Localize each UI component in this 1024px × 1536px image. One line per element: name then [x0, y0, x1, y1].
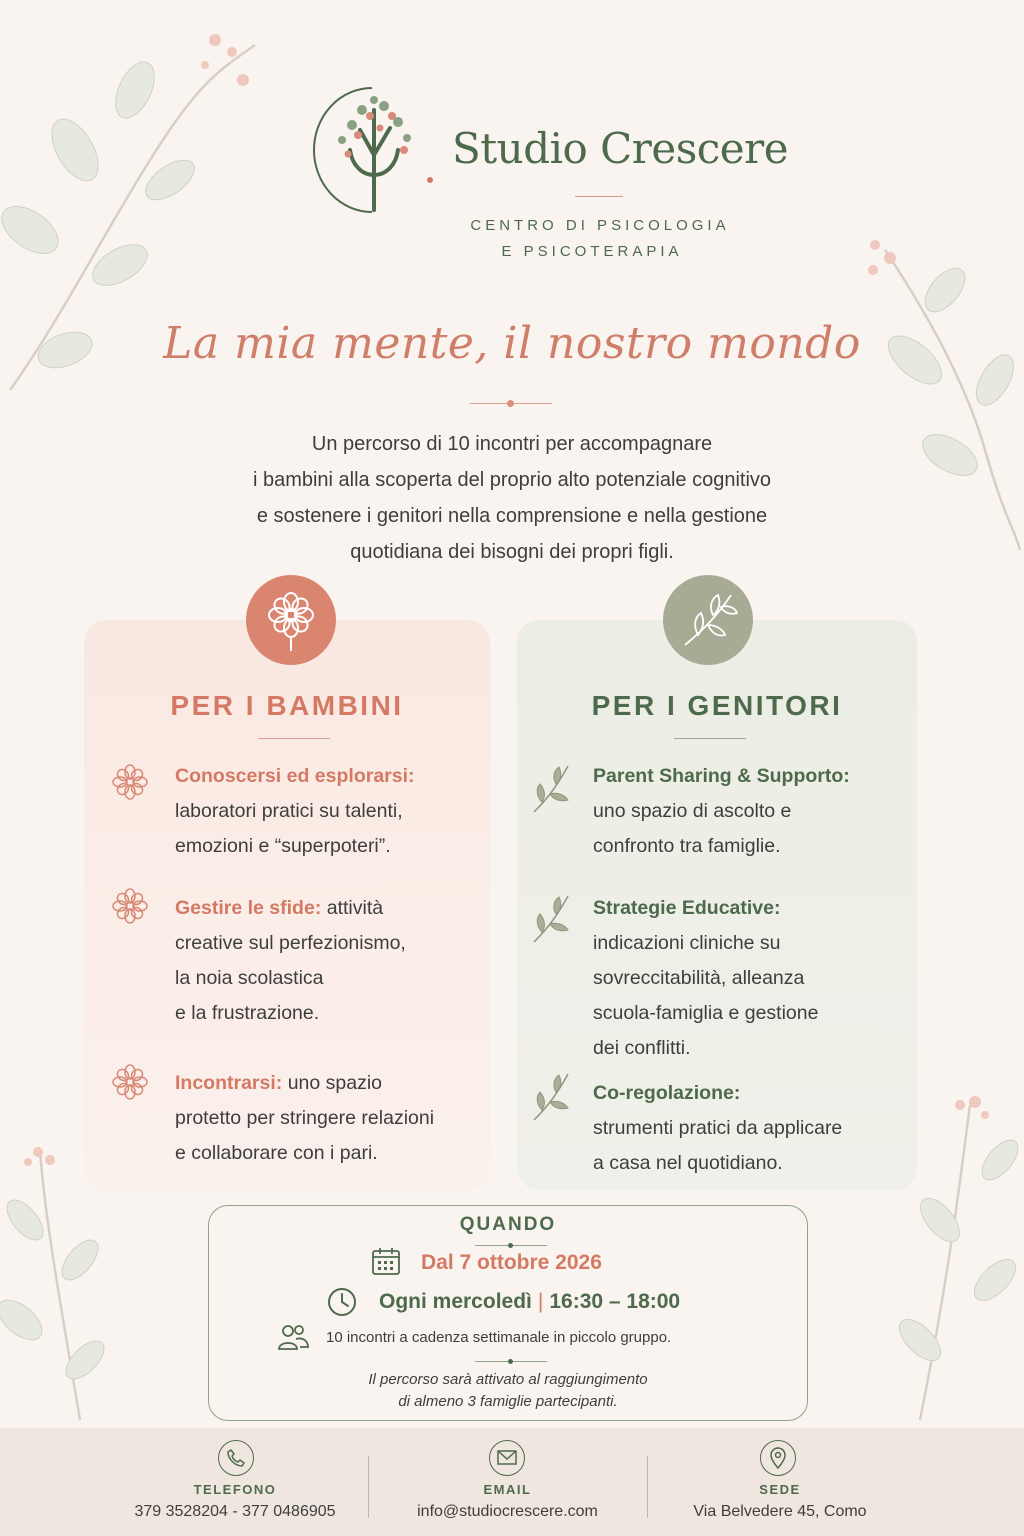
leaf-branch-icon	[528, 888, 576, 946]
flower-icon	[106, 1058, 154, 1106]
flower-icon	[106, 882, 154, 930]
tagline: La mia mente, il nostro mondo	[163, 318, 861, 369]
clock-icon	[326, 1286, 358, 1318]
intro-text	[140, 426, 884, 570]
leaf-branch-icon	[528, 758, 576, 816]
location-glyph	[761, 1441, 795, 1475]
kids-item-lead: Gestire le sfide:	[175, 897, 322, 919]
footer-email-value[interactable]: info@studiocrescere.com	[417, 1503, 598, 1520]
when-note	[208, 1369, 808, 1413]
when-time: 16:30 – 18:00	[549, 1290, 681, 1313]
when-schedule	[379, 1290, 680, 1314]
parents-badge	[663, 575, 753, 665]
kids-item: Gestire le sfide: attività creative sul perfezionismo, la noia scolastica e la frustrazione.	[175, 897, 406, 1024]
parents-item: Strategie Educative: indicazioni cliniche su sovreccitabilità, alleanza scuola-famiglia e gestione dei conflitti.	[593, 897, 819, 1059]
tagline-divider-dot	[507, 400, 514, 407]
footer-address-label: SEDE	[759, 1482, 801, 1497]
brand-subtitle-line1: CENTRO DI PSICOLOGIA	[470, 217, 730, 234]
when-divider-dot	[508, 1243, 513, 1248]
kids-item: Incontrarsi: uno spazio protetto per stringere relazioni e collaborare con i pari.	[175, 1072, 435, 1164]
footer-separator	[647, 1456, 648, 1518]
footer-email-label: EMAIL	[483, 1482, 532, 1497]
when-group-info: 10 incontri a cadenza settimanale in piccolo gruppo.	[326, 1329, 672, 1346]
intro-line: Un percorso di 10 incontri per accompagnare	[311, 433, 713, 455]
parents-item-lead: Strategie Educative:	[593, 897, 781, 919]
phone-glyph	[219, 1441, 253, 1475]
footer-phone-label: TELEFONO	[193, 1482, 277, 1497]
intro-line: i bambini alla scoperta del proprio alto potenziale cognitivo	[252, 469, 772, 491]
kids-title-divider	[258, 738, 330, 739]
parents-title-divider	[674, 738, 746, 739]
kids-title: PER I BAMBINI	[170, 690, 404, 721]
when-day: Ogni mercoledì	[379, 1290, 532, 1313]
phone-icon[interactable]	[218, 1440, 254, 1476]
flower-icon	[106, 758, 154, 806]
when-note-line: Il percorso sarà attivato al raggiungimento	[368, 1371, 648, 1388]
when-separator: |	[537, 1290, 544, 1313]
location-pin-icon[interactable]	[760, 1440, 796, 1476]
mail-glyph	[490, 1441, 524, 1475]
intro-line: e sostenere i genitori nella comprensione e nella gestione	[256, 505, 768, 527]
people-icon	[276, 1323, 310, 1351]
parents-item-lead: Co-regolazione:	[593, 1082, 741, 1104]
brand-subtitle-line2: E PSICOTERAPIA	[501, 243, 683, 260]
kids-item-lead: Conoscersi ed esplorarsi:	[175, 765, 415, 787]
brand-name: Studio Crescere	[452, 124, 789, 173]
leaf-branch-icon	[528, 1066, 576, 1124]
parents-item: Parent Sharing & Supporto: uno spazio di ascolto e confronto tra famiglie.	[593, 765, 850, 857]
when-note-divider-dot	[508, 1359, 513, 1364]
leaf-branch-icon	[663, 575, 753, 665]
calendar-icon	[370, 1245, 402, 1277]
parents-item: Co-regolazione: strumenti pratici da applicare a casa nel quotidiano.	[593, 1082, 843, 1174]
when-title: QUANDO	[459, 1214, 557, 1235]
kids-badge	[246, 575, 336, 665]
when-date: Dal 7 ottobre 2026	[421, 1251, 602, 1274]
flower-icon	[246, 575, 336, 665]
footer-separator	[368, 1456, 369, 1518]
mail-icon[interactable]	[489, 1440, 525, 1476]
intro-line: quotidiana dei bisogni dei propri figli.	[350, 541, 674, 563]
kids-item-lead: Incontrarsi:	[175, 1072, 283, 1094]
parents-item-lead: Parent Sharing & Supporto:	[593, 765, 850, 787]
footer-phone-value[interactable]: 379 3528204 - 377 0486905	[134, 1503, 336, 1520]
parents-title: PER I GENITORI	[591, 690, 843, 721]
tree-logo-icon	[312, 80, 438, 218]
footer-address-value[interactable]: Via Belvedere 45, Como	[693, 1503, 867, 1520]
brand-divider	[575, 196, 623, 197]
kids-item: Conoscersi ed esplorarsi: laboratori pratici su talenti, emozioni e “superpoteri”.	[175, 765, 415, 857]
when-note-line: di almeno 3 famiglie partecipanti.	[398, 1393, 618, 1410]
